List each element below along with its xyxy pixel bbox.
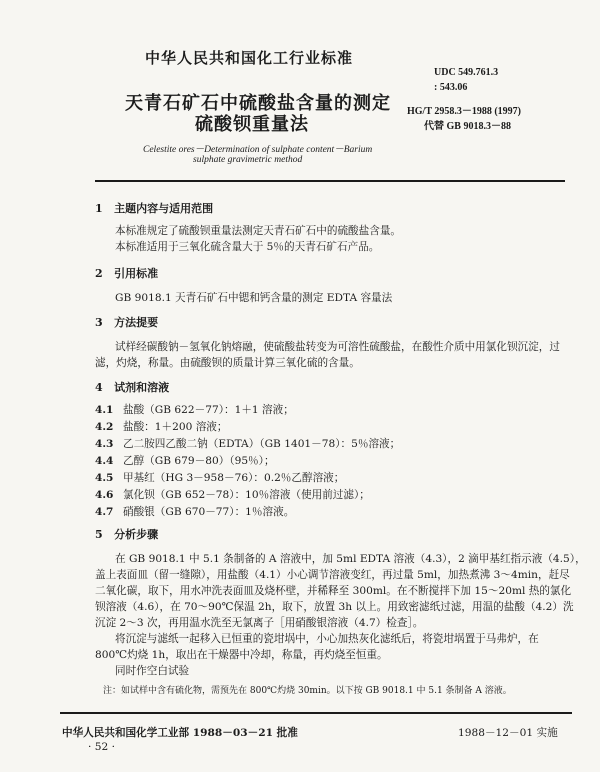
reagent-number: 4.7 [95,506,114,518]
section-title: 分析步骤 [114,528,159,541]
reagent-number: 4.5 [95,472,114,484]
procedure-line: 钡溶液（4.6），在 70～90℃保温 2h，取下，放置 3h 以上。用致密滤纸过滤，用温的盐酸（4.2）洗 [95,601,574,613]
procedure-line: 在 GB 9018.1 中 5.1 条制备的 A 溶液中，加 5ml EDTA 溶液（4.3），2 滴甲基红指示液（4.5）， [115,553,586,565]
implementation-date: 1988－12－01 实施 [458,727,558,739]
procedure-line: 800℃灼烧 1h，取出在干燥器中冷却，称量，再灼烧至恒重。 [95,649,388,661]
reagent-number: 4.3 [95,438,114,450]
section-3-heading [95,314,158,330]
procedure-line: 沉淀 2～3 次，再用温水洗至无氯离子［用硝酸银溶液（4.7）检查］。 [95,617,424,629]
reagent-text: 乙二胺四乙酸二钠（EDTA）（GB 1401－78）：5％溶液； [123,438,401,450]
header-rule [95,180,565,182]
udc-line1: UDC 549.761.3 [434,67,499,78]
section-number: 4 [95,381,103,394]
title-zh-line2: 硫酸钡重量法 [195,114,309,135]
title-en-line1: Celestite ores－Determination of sulphate content－Barium [143,145,373,155]
section-3-line: 试样经碳酸钠－氢氧化钠熔融，使硫酸盐转变为可溶性硫酸盐，在酸性介质中用氯化钡沉淀，过 [115,341,560,353]
reagent-number: 4.2 [95,421,114,433]
section-title: 主题内容与适用范围 [114,202,214,215]
section-title: 试剂和溶液 [114,381,170,394]
reagent-number: 4.1 [95,404,114,416]
standard-org: 中华人民共和国化工行业标准 [145,49,354,67]
standard-number: HG/T 2958.3－1988 (1997) [407,106,521,117]
procedure-line: 盖上表面皿（留一缝隙），用盐酸（4.1）小心调节溶液变红，再过量 5ml，加热煮沸 3～4min，赶尽 [95,569,570,581]
reagent-item [95,470,344,485]
procedure-line: 同时作空白试验 [115,665,190,677]
section-2-heading [95,265,158,281]
reagent-item [95,419,227,434]
reagent-text: 硝酸银（GB 670－77）：1％溶液。 [123,506,295,518]
procedure-line: 将沉淀与滤纸一起移入已恒重的瓷坩埚中，小心加热灰化滤纸后，将瓷坩埚置于马弗炉，在 [115,633,539,645]
replaces-standard: 代替 GB 9018.3－88 [424,121,511,132]
section-1-heading [95,200,213,216]
reagent-item [95,504,294,519]
section-number: 1 [95,202,103,215]
section-title: 方法提要 [114,316,159,329]
reagent-item [95,436,400,451]
section-3-line: 滤，灼烧，称量。由硫酸钡的质量计算三氧化硫的含量。 [95,357,360,369]
section-number: 2 [95,267,103,280]
reagent-text: 盐酸：1＋200 溶液； [123,421,228,433]
reagent-text: 盐酸（GB 622－77）：1＋1 溶液； [123,404,294,416]
procedure-line: 二氧化碳，取下，用水冲洗表面皿及烧杯壁，并稀释至 300ml。在不断搅拌下加 15～20ml 热的氯化 [95,585,572,597]
section-number: 3 [95,316,103,329]
title-en-line2: sulphate gravimetric method [193,155,303,165]
section-title: 引用标准 [114,267,159,280]
reagent-item [95,453,275,468]
section-number: 5 [95,528,103,541]
section-5-heading [95,526,158,542]
footer-rule [60,712,572,714]
section-1-line: 本标准适用于三氧化硫含量大于 5％的天青石矿石产品。 [115,241,380,253]
section-1-line: 本标准规定了硫酸钡重量法测定天青石矿石中的硫酸盐含量。 [115,225,402,237]
reagent-text: 氯化钡（GB 652－78）：10％溶液（使用前过滤）； [123,489,370,501]
title-zh-line1: 天青石矿石中硫酸盐含量的测定 [125,93,391,114]
reagent-number: 4.6 [95,489,114,501]
procedure-note: 注：如试样中含有硫化物，需预先在 800℃灼烧 30min。以下按 GB 9018.1 中 5.1 条制备 A 溶液。 [103,686,512,696]
reagent-number: 4.4 [95,455,114,467]
section-4-heading [95,379,169,395]
udc-line2: : 543.06 [434,82,468,93]
reagent-item [95,487,370,502]
reagent-text: 甲基红（HG 3－958－76）：0.2％乙醇溶液； [123,472,345,484]
reagent-item [95,402,294,417]
page-number: · 52 · [88,741,115,753]
approval-line: 中华人民共和国化学工业部 1988－03－21 批准 [62,727,298,739]
reagent-text: 乙醇（GB 679－80）（95％）； [123,455,275,467]
section-2-line: GB 9018.1 天青石矿石中锶和钙含量的测定 EDTA 容量法 [115,292,393,304]
